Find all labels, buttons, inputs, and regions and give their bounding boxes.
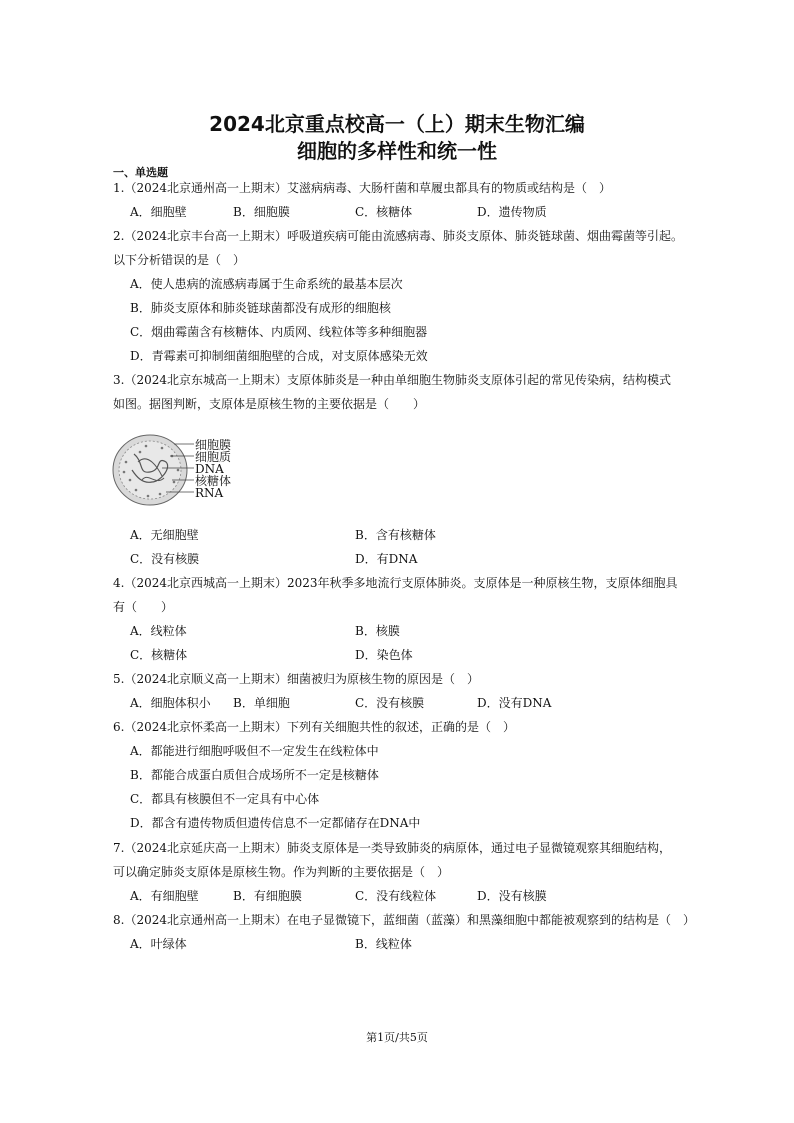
question-2-option-b: B．肺炎支原体和肺炎链球菌都没有成形的细胞核 <box>130 301 391 315</box>
question-8-stem: 8.（2024北京通州高一上期末）在电子显微镜下，蓝细菌（蓝藻）和黑藻细胞中都能被观察到的结构是（ ） <box>113 913 695 927</box>
question-1-stem: 1.（2024北京通州高一上期末）艾滋病病毒、大肠杆菌和草履虫都具有的物质或结构是（ ） <box>113 181 611 195</box>
question-3-option-d: D．有DNA <box>355 552 418 566</box>
question-5-option-d: D．没有DNA <box>477 696 552 710</box>
question-5-option-a: A．细胞体积小 <box>130 696 211 710</box>
question-2-stem-line-1: 2.（2024北京丰台高一上期末）呼吸道疾病可能由流感病毒、肺炎支原体、肺炎链球菌、烟曲霉菌等引起。 <box>113 229 683 243</box>
question-3-option-b: B．含有核糖体 <box>355 528 436 542</box>
question-7-option-a: A．有细胞壁 <box>130 889 199 903</box>
question-4-stem-line-2: 有（ ） <box>113 600 174 614</box>
question-3-stem-line-2: 如图。据图判断，支原体是原核生物的主要依据是（ ） <box>113 397 426 411</box>
question-4-option-b: B．核膜 <box>355 624 400 638</box>
question-5-stem: 5.（2024北京顺义高一上期末）细菌被归为原核生物的原因是（ ） <box>113 672 479 686</box>
page-footer: 第1页/共5页 <box>366 1031 428 1044</box>
label-rna: RNA <box>195 486 224 500</box>
question-4-option-c: C．核糖体 <box>130 648 188 662</box>
question-7-stem-line-1: 7.（2024北京延庆高一上期末）肺炎支原体是一类导致肺炎的病原体，通过电子显微镜观察其细胞结构， <box>113 841 671 855</box>
document-title: 2024北京重点校高一（上）期末生物汇编 <box>209 112 585 136</box>
question-5-option-c: C．没有核膜 <box>355 696 425 710</box>
question-7-option-b: B．有细胞膜 <box>233 889 302 903</box>
label-ribosome: 核糖体 <box>195 474 232 488</box>
question-7-option-c: C．没有线粒体 <box>355 889 437 903</box>
question-3-option-a: A．无细胞壁 <box>130 528 199 542</box>
question-4-option-a: A．线粒体 <box>130 624 187 638</box>
question-1-option-d: D．遗传物质 <box>477 205 547 219</box>
label-cell-membrane: 细胞膜 <box>195 438 232 452</box>
question-1-option-a: A．细胞壁 <box>130 205 187 219</box>
document-subtitle: 细胞的多样性和统一性 <box>297 139 497 163</box>
question-2-stem-line-2: 以下分析错误的是（ ） <box>113 253 246 267</box>
question-6-stem: 6.（2024北京怀柔高一上期末）下列有关细胞共性的叙述，正确的是（ ） <box>113 720 515 734</box>
label-dna: DNA <box>195 462 224 476</box>
question-3-option-c: C．没有核膜 <box>130 552 200 566</box>
question-8-option-b: B．线粒体 <box>355 937 412 951</box>
label-cytoplasm: 细胞质 <box>195 450 232 464</box>
question-1-option-c: C．核糖体 <box>355 205 413 219</box>
question-7-option-d: D．没有核膜 <box>477 889 547 903</box>
mycoplasma-structure-diagram <box>112 432 262 507</box>
question-8-option-a: A．叶绿体 <box>130 937 187 951</box>
question-3-stem-line-1: 3.（2024北京东城高一上期末）支原体肺炎是一种由单细胞生物肺炎支原体引起的常见传染病，结构模式 <box>113 373 671 387</box>
question-6-option-b: B．都能合成蛋白质但合成场所不一定是核糖体 <box>130 768 379 782</box>
question-4-option-d: D．染色体 <box>355 648 413 662</box>
question-1-option-b: B．细胞膜 <box>233 205 290 219</box>
question-2-option-c: C．烟曲霉菌含有核糖体、内质网、线粒体等多种细胞器 <box>130 325 428 339</box>
mycoplasma-cell-illustration <box>112 432 262 507</box>
question-6-option-a: A．都能进行细胞呼吸但不一定发生在线粒体中 <box>130 744 379 758</box>
question-6-option-d: D．都含有遗传物质但遗传信息不一定都储存在DNA中 <box>130 816 421 830</box>
section-heading: 一、单选题 <box>113 166 168 179</box>
question-2-option-d: D．青霉素可抑制细菌细胞壁的合成，对支原体感染无效 <box>130 349 428 363</box>
question-2-option-a: A．使人患病的流感病毒属于生命系统的最基本层次 <box>130 277 403 291</box>
question-4-stem-line-1: 4.（2024北京西城高一上期末）2023年秋季多地流行支原体肺炎。支原体是一种原核生物，支原体细胞具 <box>113 576 678 590</box>
question-6-option-c: C．都具有核膜但不一定具有中心体 <box>130 792 320 806</box>
question-7-stem-line-2: 可以确定肺炎支原体是原核生物。作为判断的主要依据是（ ） <box>113 865 450 879</box>
question-5-option-b: B．单细胞 <box>233 696 290 710</box>
